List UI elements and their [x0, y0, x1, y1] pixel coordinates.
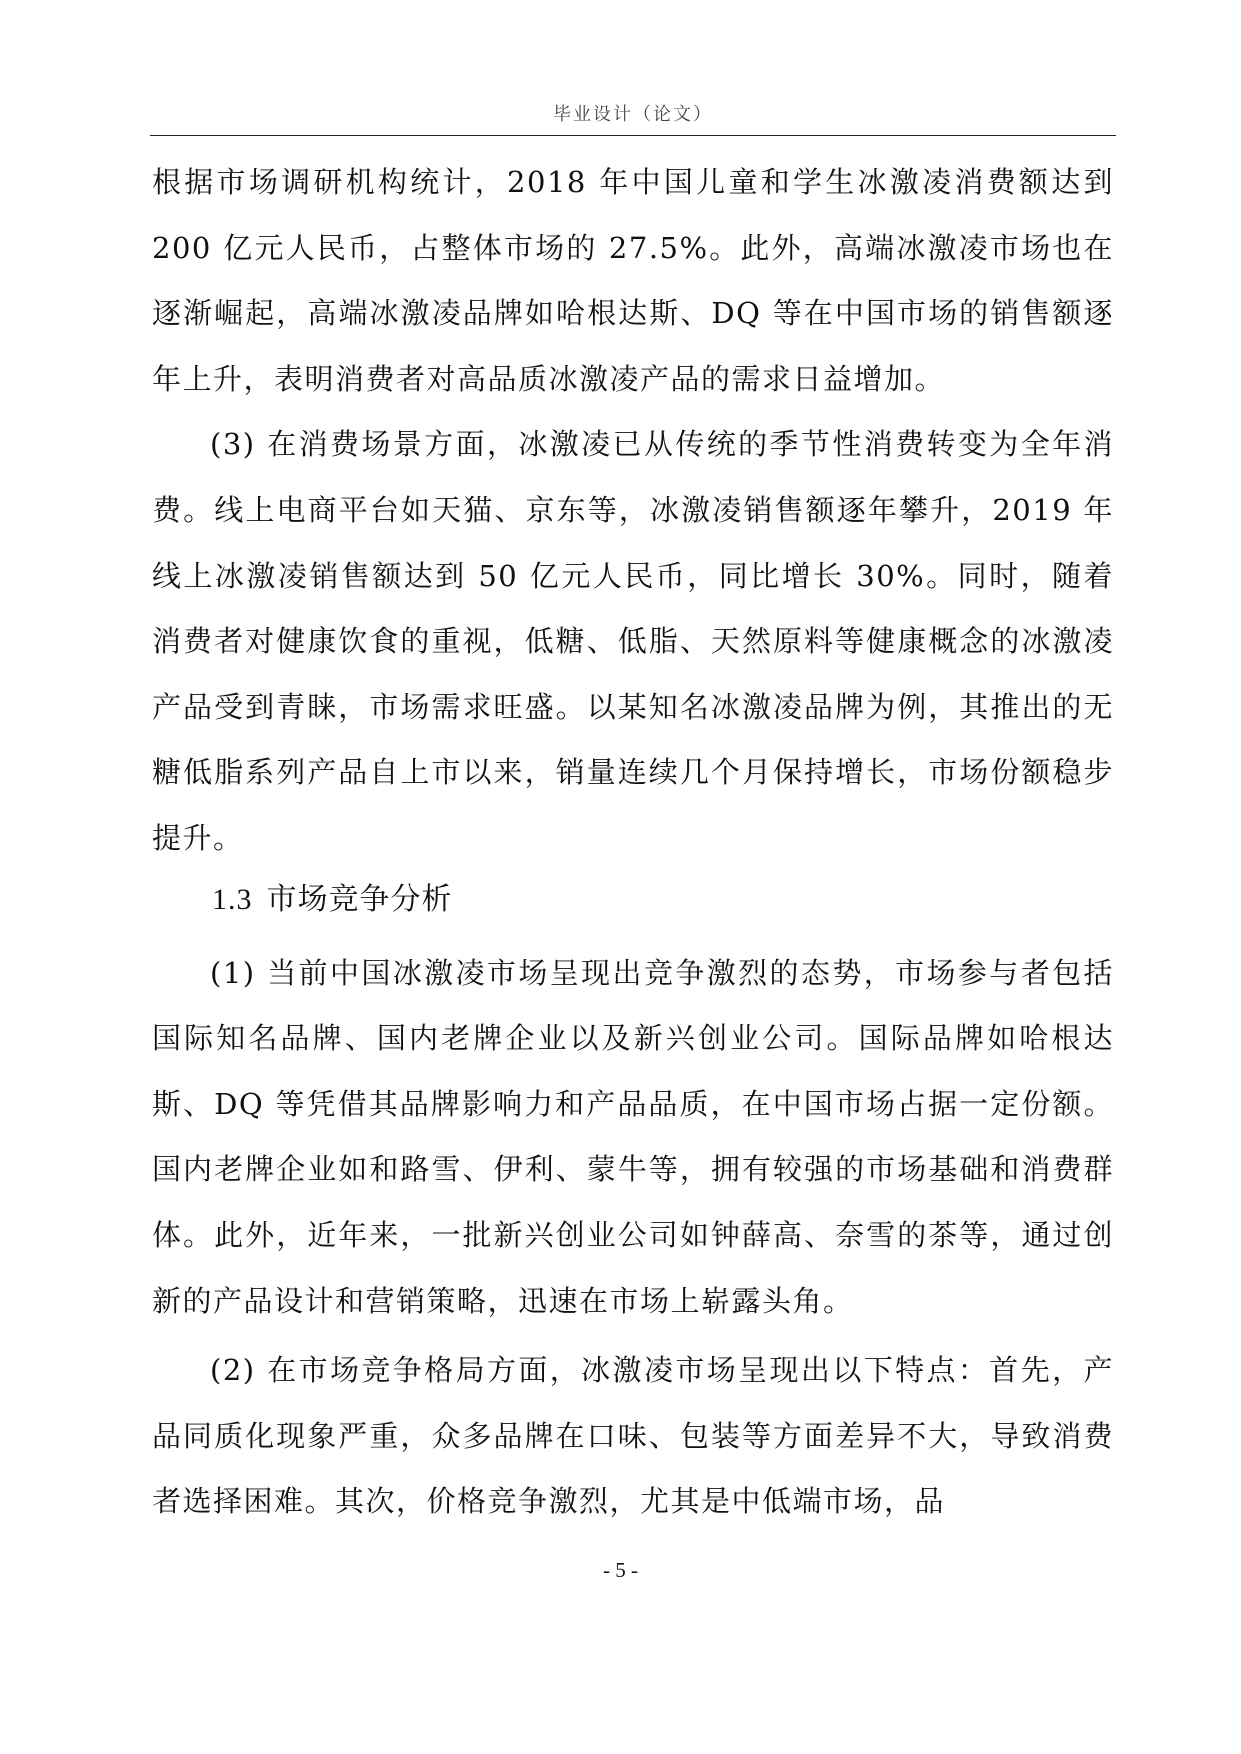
- running-header: 毕业设计（论文）: [553, 104, 713, 125]
- paragraph-market-size-continuation: 根据市场调研机构统计，2018 年中国儿童和学生冰激凌消费额达到 200 亿元人民币，占整体市场的 27.5%。此外，高端冰激凌市场也在逐渐崛起，高端冰激凌品牌如哈根达斯、DQ 等在中国市场的销售额逐年上升，表明消费者对高品质冰激凌产品的需求日益增加。: [152, 165, 1114, 396]
- section-number: 1.3: [212, 882, 253, 916]
- paragraph-competition-structure: (2) 在市场竞争格局方面，冰激凌市场呈现出以下特点：首先，产品同质化现象严重，众多品牌在口味、包装等方面差异不大，导致消费者选择困难。其次，价格竞争激烈，尤其是中低端市场，品: [152, 1353, 1114, 1519]
- paragraph-competition-overview: (1) 当前中国冰激凌市场呈现出竞争激烈的态势，市场参与者包括国际知名品牌、国内老牌企业以及新兴创业公司。国际品牌如哈根达斯、DQ 等凭借其品牌影响力和产品品质，在中国市场占据一定份额。国内老牌企业如和路雪、伊利、蒙牛等，拥有较强的市场基础和消费群体。此外，近年来，一批新兴创业公司如钟薛高、奈雪的茶等，通过创新的产品设计和营销策略，迅速在市场上崭露头角。: [152, 955, 1114, 1318]
- page-number: - 5 -: [603, 1558, 638, 1582]
- header-divider: [150, 135, 1116, 136]
- section-heading: [152, 872, 1114, 941]
- page-body: [152, 150, 1114, 1535]
- paragraph-consumption-scene: (3) 在消费场景方面，冰激凌已从传统的季节性消费转变为全年消费。线上电商平台如天猫、京东等，冰激凌销售额逐年攀升，2019 年线上冰激凌销售额达到 50 亿元人民币，同比增长 30%。同时，随着消费者对健康饮食的重视，低糖、低脂、天然原料等健康概念的冰激凌产品受到青睐，市场需求旺盛。以某知名冰激凌品牌为例，其推出的无糖低脂系列产品自上市以来，销量连续几个月保持增长，市场份额稳步提升。: [152, 427, 1114, 855]
- section-title: 市场竞争分析: [266, 881, 453, 917]
